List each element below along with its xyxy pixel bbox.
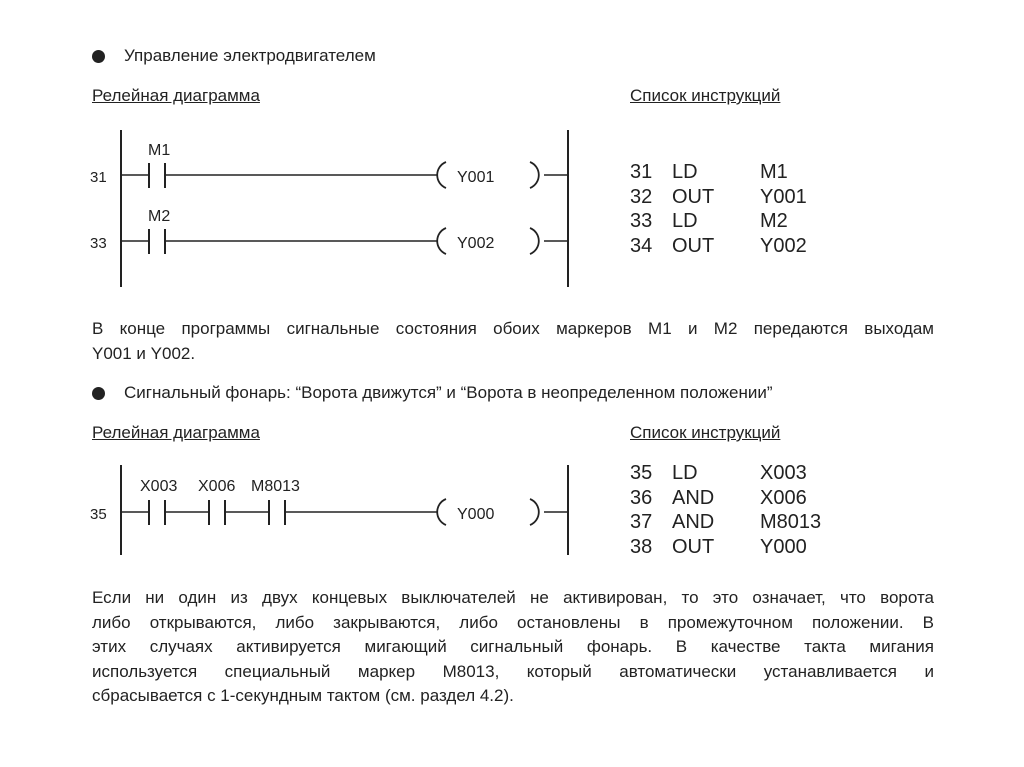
section2-ladder-label: Релейная диаграмма bbox=[92, 423, 260, 442]
instruction-row: 37 AND M8013 bbox=[630, 511, 822, 534]
coil-label: Y002 bbox=[457, 235, 495, 252]
instruction-row: 33 LD M2 bbox=[630, 210, 788, 233]
coil-symbol bbox=[437, 162, 446, 188]
contact-label: X003 bbox=[140, 478, 178, 495]
section2-heading bbox=[92, 383, 773, 403]
instruction-row: 36 AND X006 bbox=[630, 486, 807, 509]
ladder-diagram-1 bbox=[0, 0, 620, 300]
section2-title: Сигнальный фонарь: “Ворота движутся” и “Ворота в неопределенном положении” bbox=[124, 383, 773, 402]
bullet-icon bbox=[92, 387, 105, 400]
contact-label: M1 bbox=[148, 142, 171, 159]
instruction-list-2 bbox=[630, 461, 821, 559]
section2-il-label: Список инструкций bbox=[630, 423, 781, 442]
ladder-diagram-2 bbox=[0, 450, 620, 570]
contact-label: M2 bbox=[148, 208, 171, 225]
rung-step-number: 31 bbox=[90, 169, 107, 186]
section1-paragraph: В конце программы сигнальные состояния обоих маркеров M1 и M2 передаются выходам Y001 и Y002. bbox=[92, 319, 934, 363]
coil-symbol bbox=[437, 499, 446, 525]
instruction-row: 35 LD X003 bbox=[630, 462, 807, 484]
section2-paragraph: Если ни один из двух концевых выключателей не активирован, то это означает, что ворота либо открываются, либо закрываются, либо остановлены в промежуточном положении. В этих случаях активируется мигающий сигнальный фонарь. В качестве такта мигания используется специальный маркер M8013, который автоматически устанавливается и сбрасывается с 1-секундным тактом (см. раздел 4.2). bbox=[92, 588, 934, 705]
instruction-list-1 bbox=[630, 160, 807, 258]
section1-title: Управление электродвигателем bbox=[124, 46, 376, 65]
rung-step-number: 33 bbox=[90, 235, 107, 252]
contact-label: X006 bbox=[198, 478, 236, 495]
rung-33 bbox=[90, 208, 568, 254]
instruction-row: 31 LD M1 bbox=[630, 161, 788, 183]
section1-il-label: Список инструкций bbox=[630, 86, 781, 105]
instruction-row: 32 OUT Y001 bbox=[630, 185, 807, 208]
coil-symbol bbox=[437, 228, 446, 254]
instruction-row: 38 OUT Y000 bbox=[630, 535, 807, 558]
rung-31 bbox=[90, 142, 568, 188]
rung-step-number: 35 bbox=[90, 506, 107, 523]
rung-35 bbox=[90, 478, 568, 525]
instruction-row: 34 OUT Y002 bbox=[630, 234, 807, 257]
coil-label: Y001 bbox=[457, 169, 495, 186]
section1-ladder-label: Релейная диаграмма bbox=[92, 86, 260, 105]
coil-label: Y000 bbox=[457, 506, 495, 523]
contact-label: M8013 bbox=[251, 478, 300, 495]
